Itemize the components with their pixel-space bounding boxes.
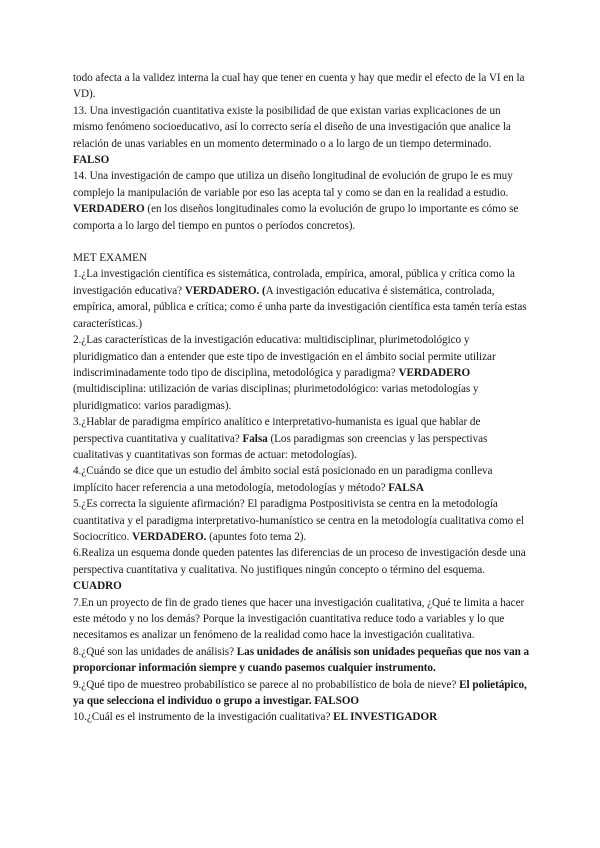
paragraph-text: 7.En un proyecto de fin de grado tienes que hacer una investigación cualitativa, ¿Qué te limita a hacer este método y no los demás? Porque la investigación cuantitativa reduce todo a variables y lo que necesitamos es analizar un fenómeno de la realidad como hace la investigación cualitativa. bbox=[73, 596, 525, 642]
paragraph-text: (en los diseños longitudinales como la evolución de grupo lo importante es cómo se comporta a lo largo del tiempo en puntos o períodos concretos). bbox=[73, 203, 519, 232]
intro-paragraphs bbox=[73, 70, 530, 234]
bold-answer-text: VERDADERO. ( bbox=[184, 284, 266, 297]
paragraph-text: todo afecta a la validez interna la cual hay que tener en cuenta y hay que medir el efecto de la VI en la VD). bbox=[73, 72, 525, 101]
exam-question bbox=[73, 266, 530, 332]
paragraph-text: 2.¿Las características de la investigación educativa: multidisciplinar, plurimetodológico y pluridigmatico dan a entender que este tipo de investigación en el ámbito social permite utilizar indiscriminadamente todo tipo de disciplina, metodológica y paradigma? bbox=[73, 334, 496, 379]
exam-question bbox=[73, 595, 530, 644]
paragraph-text: (apuntes foto tema 2). bbox=[206, 530, 307, 543]
intro-paragraph bbox=[73, 168, 530, 234]
paragraph-text: 1.¿La investigación científica es sistemática, controlada, empírica, amoral, pública y crítica como la investigación educativa? bbox=[73, 268, 515, 297]
bold-answer-text: El polietápico, ya que selecciona el individuo o grupo a investigar. FALSOO bbox=[73, 678, 527, 708]
bold-answer-text: CUADRO bbox=[73, 580, 122, 593]
section-title: MET EXAMEN bbox=[73, 252, 148, 265]
paragraph-text: 10.¿Cuál es el instrumento de la investigación cualitativa? bbox=[73, 711, 334, 724]
bold-answer-text: Falsa bbox=[242, 432, 268, 445]
paragraph-text: A investigación educativa é sistemática, controlada, empírica, amoral, pública e crítica; como é unha parte da investigación científica esta tamén tería estas características.) bbox=[73, 284, 527, 330]
paragraph-text: 9.¿Qué tipo de muestreo probabilístico se parece al no probabilístico de bola de nieve? bbox=[73, 678, 460, 691]
exam-question bbox=[73, 414, 530, 463]
paragraph-text: 3.¿Hablar de paradigma empírico analítico e interpretativo-humanista es igual que hablar de perspectiva cuantitativa y cualitativa? bbox=[73, 416, 481, 445]
spacer bbox=[73, 234, 530, 250]
question-list bbox=[73, 266, 530, 725]
bold-answer-text: FALSA bbox=[388, 481, 424, 494]
paragraph-text: 13. Una investigación cuantitativa existe la posibilidad de que existan varias explicaciones de un mismo fenómeno socioeducativo, así lo correcto sería el diseño de una investigación que analice la relación de unas variables en un momento determinado o a lo largo de un tiempo determinado. bbox=[73, 104, 511, 150]
document-page bbox=[73, 70, 530, 726]
intro-paragraph bbox=[73, 103, 530, 169]
exam-question bbox=[73, 677, 530, 710]
bold-answer-text: Las unidades de análisis son unidades pequeñas que nos van a proporcionar información siempre y cuando pasemos cualquier instrumento. bbox=[73, 645, 530, 675]
exam-question bbox=[73, 709, 530, 725]
exam-question bbox=[73, 545, 530, 594]
bold-answer-text: FALSO bbox=[73, 154, 110, 167]
exam-question bbox=[73, 496, 530, 545]
paragraph-text: (multidisciplina: utilización de varias disciplinas; plurimetodológico: varias metodologías y pluridigmatico: varios paradigmas). bbox=[73, 383, 479, 412]
paragraph-text: 5.¿Es correcta la siguiente afirmación? El paradigma Postpositivista se centra en la metodología cuantitativa y el paradigma interpretativo-humanístico se centra en la metodología cualitativa como el Sociocrítico. bbox=[73, 498, 524, 543]
exam-question bbox=[73, 463, 530, 496]
paragraph-text: 14. Una investigación de campo que utiliza un diseño longitudinal de evolución de grupo le es muy complejo la manipulación de variable por eso las acepta tal y como se dan en la realidad a estudio. bbox=[73, 170, 513, 199]
paragraph-text: 4.¿Cuándo se dice que un estudio del ámbito social está posicionado en un paradigma conlleva implícito hacer referencia a una metodología, metodologías y método? bbox=[73, 465, 493, 494]
bold-answer-text: VERDADERO bbox=[73, 203, 145, 216]
paragraph-text: (Los paradigmas son creencias y las perspectivas cualitativas y cuantitativas son formas de actuar: metodologías). bbox=[73, 432, 488, 461]
paragraph-text: 8.¿Qué son las unidades de análisis? bbox=[73, 645, 237, 658]
paragraph-text: 6.Realiza un esquema donde queden patentes las diferencias de un proceso de investigación desde una perspectiva cuantitativa y cualitativa. No justifiques ningún concepto o término del esquema. bbox=[73, 547, 526, 576]
exam-question bbox=[73, 332, 530, 414]
exam-question bbox=[73, 644, 530, 677]
intro-paragraph bbox=[73, 70, 530, 103]
bold-answer-text: VERDADERO bbox=[398, 366, 471, 379]
bold-answer-text: EL INVESTIGADOR bbox=[333, 711, 438, 724]
bold-answer-text: VERDADERO. bbox=[131, 530, 207, 543]
